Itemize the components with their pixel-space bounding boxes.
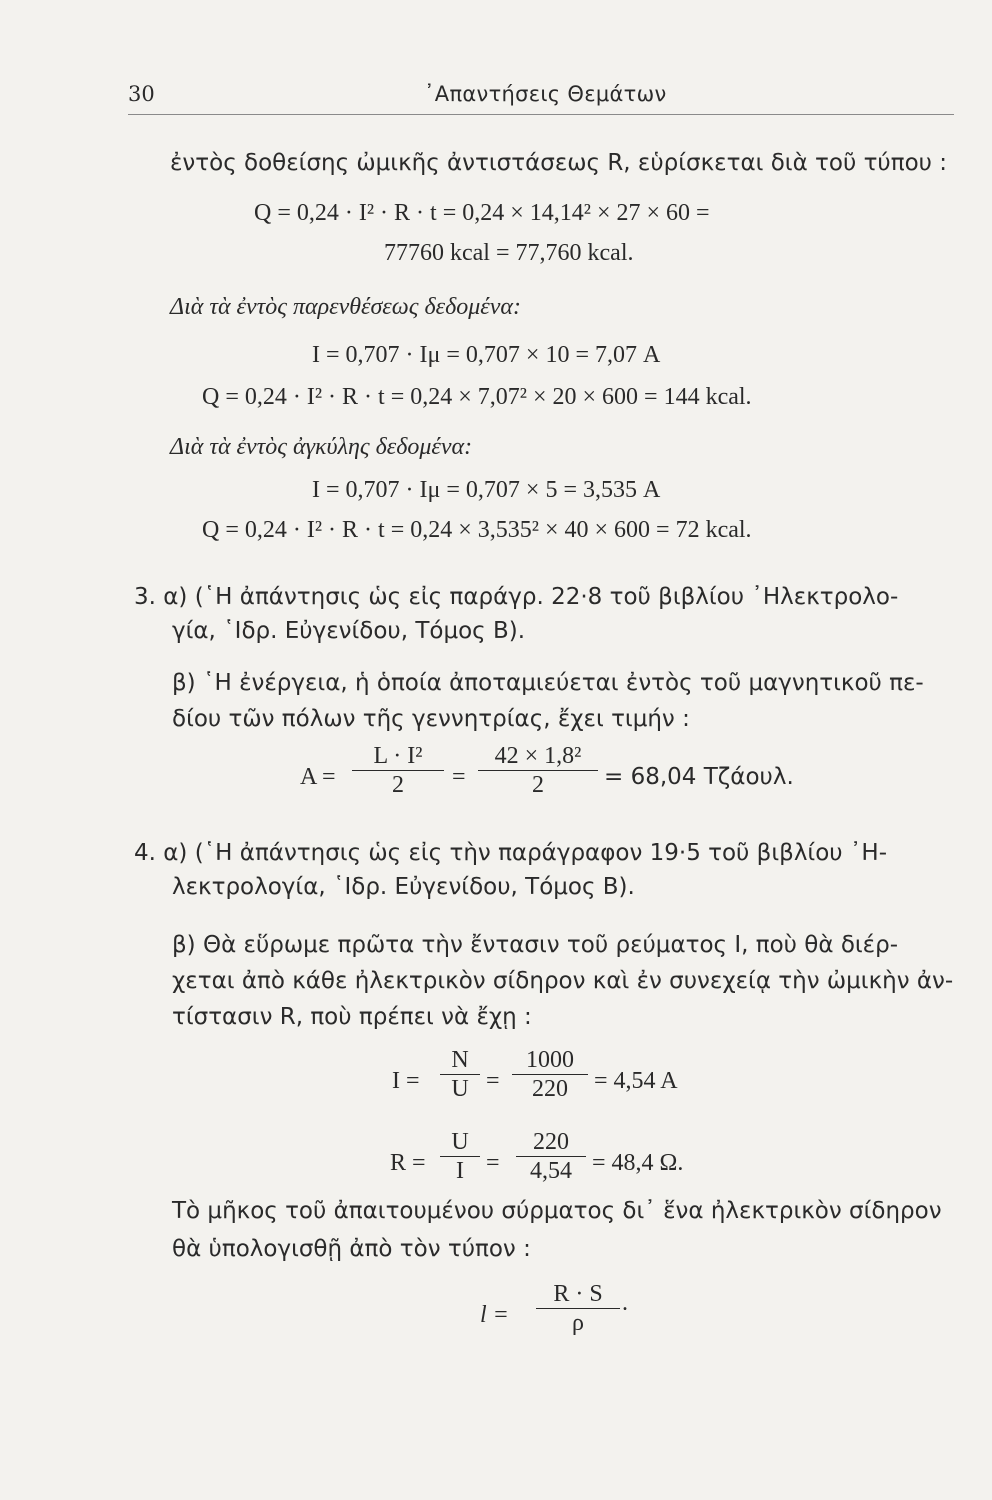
eq-r-f1-num: U <box>451 1129 469 1155</box>
eq-a-fraction-2 <box>478 742 598 799</box>
eq-i-lhs: I = <box>392 1068 420 1094</box>
item-3a-line-1: 3. α) (῾Η ἀπάντησις ὡς εἰς παράγρ. 22·8 τοῦ βιβλίου ᾿Ηλεκτρολο- <box>134 584 899 610</box>
eq-a-fraction-1 <box>352 742 444 799</box>
item-3b-line-1: β) ῾Η ἐνέργεια, ἡ ὁποία ἀποταμιεύεται ἐντὸς τοῦ μαγνητικοῦ πε- <box>172 670 924 696</box>
eq-r-lhs: R = <box>390 1150 426 1176</box>
eq-l-fraction <box>536 1280 620 1337</box>
eq-a-f1-den: 2 <box>392 772 404 798</box>
page-header <box>128 82 956 118</box>
equation-q1a: Q = 0,24 · I² · R · t = 0,24 × 14,14² × 27 × 60 = <box>254 200 710 226</box>
eq-r-f1-den: I <box>456 1158 464 1184</box>
page-number: 30 <box>128 82 155 106</box>
eq-i-rhs: = 4,54 A <box>594 1068 678 1094</box>
eq-l-lhs: l = <box>480 1302 509 1328</box>
item-4a-line-1: 4. α) (῾Η ἀπάντησις ὡς εἰς τὴν παράγραφον 19·5 τοῦ βιβλίου ᾿Η- <box>134 840 887 866</box>
eq-i-equals: = <box>486 1068 500 1094</box>
equation-q1b: 77760 kcal = 77,760 kcal. <box>384 240 634 266</box>
eq-a-f2-num: 42 × 1,8² <box>494 743 582 769</box>
item-4a-line-2: λεκτρολογία, ῾Ιδρ. Εὐγενίδου, Τόμος Β). <box>172 874 635 900</box>
item-4b-line-2: χεται ἀπὸ κάθε ἠλεκτρικὸν σίδηρον καὶ ἐν συνεχείᾳ τὴν ὠμικὴν ἀν- <box>172 968 954 994</box>
eq-i-f2-num: 1000 <box>526 1047 574 1073</box>
equation-q3: Q = 0,24 · I² · R · t = 0,24 × 3,535² × 40 × 600 = 72 kcal. <box>202 517 752 543</box>
eq-r-rhs: = 48,4 Ω. <box>592 1150 684 1176</box>
header-rule <box>128 114 954 115</box>
running-title: ᾿Απαντήσεις Θεμάτων <box>424 82 667 106</box>
item-4b-line-3: τίστασιν R, ποὺ πρέπει νὰ ἔχῃ : <box>172 1004 532 1030</box>
eq-i-fraction-1 <box>440 1046 480 1103</box>
eq-a-f1-num: L · I² <box>373 743 423 769</box>
eq-r-fraction-2 <box>516 1128 586 1185</box>
text-line-length-2: θὰ ὑπολογισθῇ ἀπὸ τὸν τύπον : <box>172 1236 531 1262</box>
eq-i-fraction-2 <box>512 1046 588 1103</box>
text-line-1: ἐντὸς δοθείσης ὠμικῆς ἀντιστάσεως R, εὑρίσκεται διὰ τοῦ τύπου : <box>170 150 948 176</box>
eq-r-f2-den: 4,54 <box>530 1158 572 1184</box>
text-line-length-1: Τὸ μῆκος τοῦ ἀπαιτουμένου σύρματος δι᾿ ἕνα ἠλεκτρικὸν σίδηρον <box>172 1198 942 1224</box>
eq-a-equals: = <box>452 764 466 790</box>
eq-l-den: ρ <box>572 1310 584 1336</box>
item-3a-line-2: γία, ῾Ιδρ. Εὐγενίδου, Τόμος Β). <box>172 618 526 644</box>
eq-i-f1-den: U <box>451 1076 469 1102</box>
eq-r-f2-num: 220 <box>533 1129 569 1155</box>
equation-q2: Q = 0,24 · I² · R · t = 0,24 × 7,07² × 20 × 600 = 144 kcal. <box>202 384 752 410</box>
eq-a-f2-den: 2 <box>532 772 544 798</box>
subheading-brackets: Διὰ τὰ ἐντὸς ἀγκύλης δεδομένα: <box>170 434 473 460</box>
eq-a-lhs: A = <box>300 764 336 790</box>
item-4b-line-1: β) Θὰ εὕρωμε πρῶτα τὴν ἔντασιν τοῦ ρεύματος I, ποὺ θὰ διέρ- <box>172 932 899 958</box>
eq-a-rhs: = 68,04 Τζάουλ. <box>604 764 794 790</box>
equation-i3: I = 0,707 · Iμ = 0,707 × 5 = 3,535 A <box>312 477 661 503</box>
eq-r-fraction-1 <box>440 1128 480 1185</box>
eq-i-f1-num: N <box>451 1047 469 1073</box>
equation-i2: I = 0,707 · Iμ = 0,707 × 10 = 7,07 A <box>312 342 661 368</box>
eq-l-period: . <box>622 1290 628 1316</box>
eq-i-f2-den: 220 <box>532 1076 568 1102</box>
item-3b-line-2: δίου τῶν πόλων τῆς γεννητρίας, ἔχει τιμήν : <box>172 706 690 732</box>
eq-l-num: R · S <box>553 1281 603 1307</box>
subheading-parentheses: Διὰ τὰ ἐντὸς παρενθέσεως δεδομένα: <box>170 294 521 320</box>
eq-r-equals: = <box>486 1150 500 1176</box>
